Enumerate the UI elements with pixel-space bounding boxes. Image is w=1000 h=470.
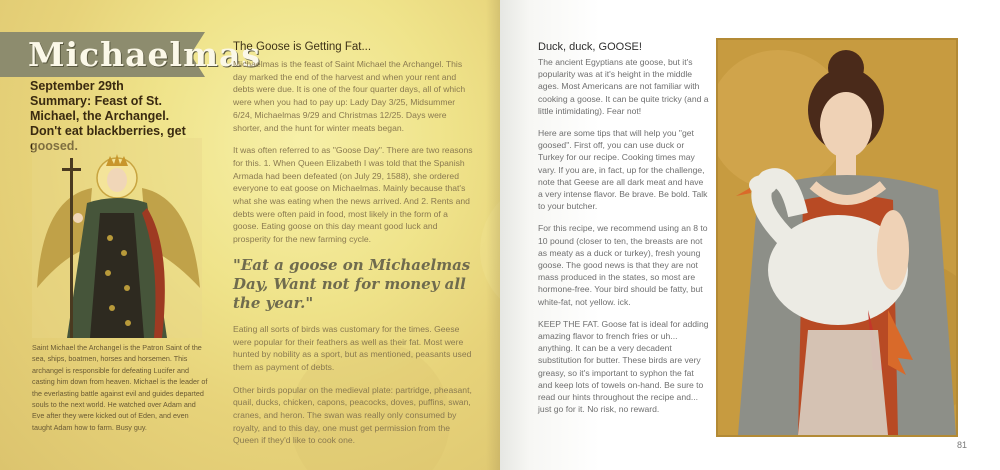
- tips-paragraph: KEEP THE FAT. Goose fat is ideal for adding amazing flavor to french fries or uh... anything. It can be a very decadent substitution for butter. These birds are very greasy, so it's important to syphon the fat and keep lots of towels on-hand. Be sure to read our hints throughout the recipe and... just go for it. No risk, no reward.: [538, 318, 709, 415]
- woman-with-goose-painting: [716, 38, 958, 437]
- tips-heading: Duck, duck, GOOSE!: [538, 41, 642, 53]
- main-article: [233, 40, 473, 457]
- article-paragraph: It was often referred to as "Goose Day". There are two reasons for this. 1. When Queen Elizabeth I was told that the Spanish Armada had been defeated (on July 29, 1588), she ordered everyone to eat goose on Michaelmas. Mainly because that's what she was eating when the news arrived. And 2. Rents and debts were often paid in food, most likely in the form of a goose. Eating goose on this day meant good luck and prosperity for the new farming cycle.: [233, 145, 473, 245]
- illustration-caption: Saint Michael the Archangel is the Patron Saint of the sea, ships, boatmen, horses and horsemen. This archangel is responsible for defeating Lucifer and casting him down from heaven. Michael is the leader of the everlasting battle against evil and guides departed souls to the next world. He watched over Adam and Eve after they were kicked out of Eden, and even taught Adam how to farm. Busy guy.: [32, 343, 208, 432]
- article-paragraph: Eating all sorts of birds was customary for the times. Geese were popular for their feathers as well as their fat. Most were hunted by nobility as a sport, but as mentioned, peasants used them as payment of debts.: [233, 323, 472, 372]
- saint-michael-illustration: [32, 138, 202, 338]
- tips-paragraph: For this recipe, we recommend using an 8 to 10 pound (closer to ten, the breasts are not as meaty as a duck or turkey), fresh young goose. The good news is that they are not mass produced in the states, so most are hormone-free. Your bird should be fatty, but white-fat, not yellow. ick.: [538, 223, 708, 307]
- article-paragraph: Other birds popular on the medieval plate: partridge, pheasant, quail, ducks, chicken, capons, peacocks, doves, puffins, swan, cranes, and heron. The swan was really only consumed by royalty, and to this day, one must get permission from the Queen if they'd like to cook one.: [233, 384, 472, 446]
- goose-tips-article: [538, 40, 710, 425]
- holiday-date: September 29th: [30, 79, 124, 93]
- right-page: [500, 0, 1000, 470]
- article-heading: The Goose is Getting Fat...: [233, 41, 372, 53]
- article-paragraph: Michaelmas is the feast of Saint Michael the Archangel. This day marked the end of the harvest and when your rent and debts were due. It is one of the four quarter days, all of which were when you had to pay up: Lady Day 3/25, Midsummer 6/24, Michaelmas 9/29 and Christmas 12/25. Days were shorter, and the hunt for winter meats began.: [233, 59, 466, 133]
- page-number: 81: [956, 440, 967, 450]
- pull-quote: "Eat a goose on Michaelmas Day, Want not for money all the year.": [233, 255, 471, 312]
- holiday-summary: Summary: Feast of St. Michael, the Archangel. Don't eat blackberries, get goosed.: [30, 94, 186, 153]
- page-title: Michaelmas: [28, 35, 261, 74]
- tips-paragraph: Here are some tips that will help you "get goosed". First off, you can use duck or Turkey for our recipe. Cooking times may vary. If you are, in fact, up for the challenge, note that Geese are all dark meat and have a very intense flavor. Be brave. Be bold. Talk to your butcher.: [538, 128, 708, 212]
- tips-paragraph: The ancient Egyptians ate goose, but it's popularity was at it's height in the middle ages. Most Americans are not familiar with cooking a goose. It can be quite tricky (and a little intimidating). Fear not!: [538, 57, 709, 116]
